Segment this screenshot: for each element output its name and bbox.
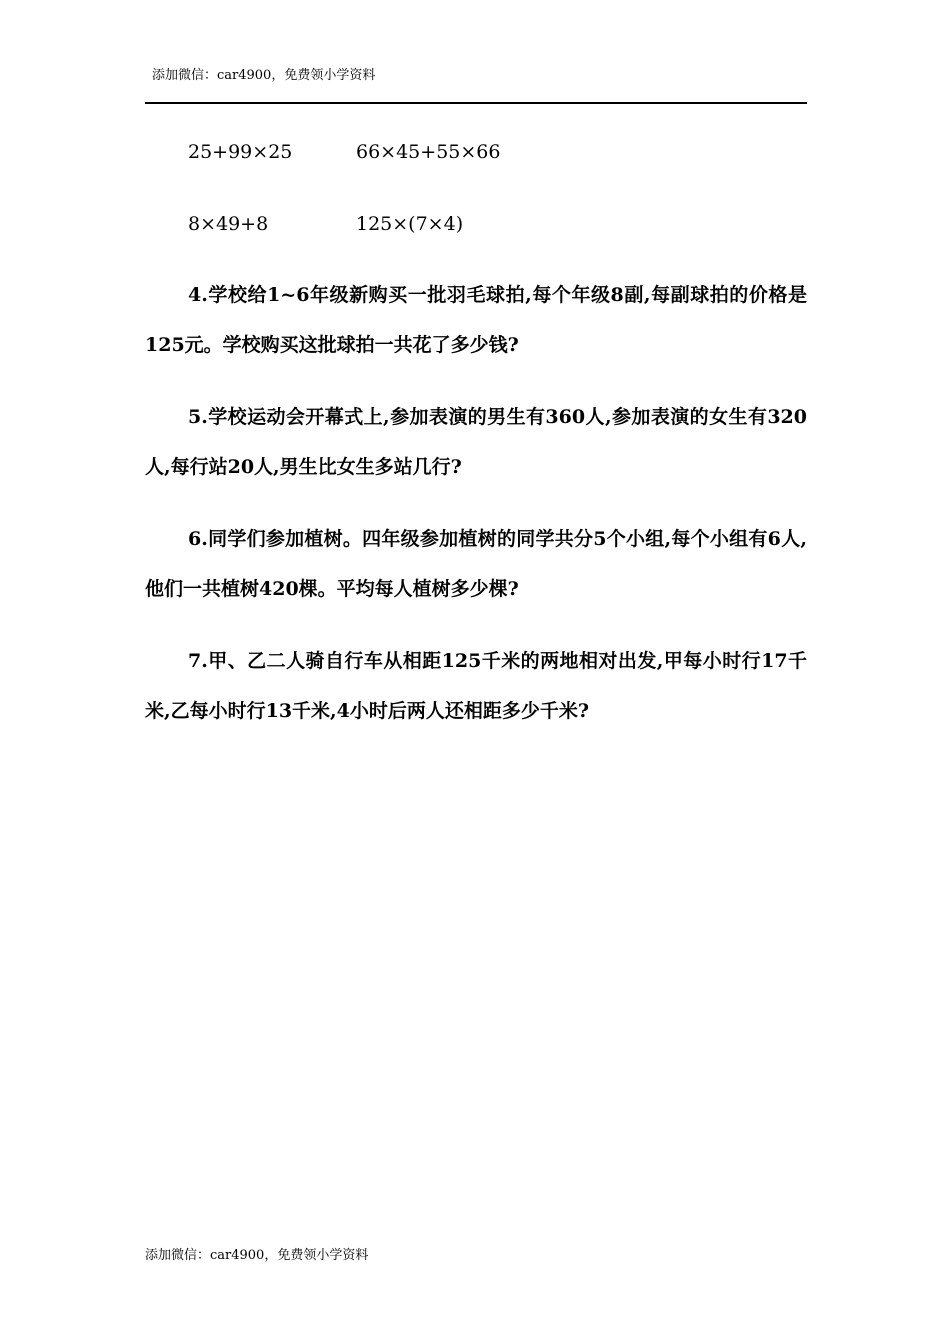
header-watermark-text: 添加微信：car4900，免费领小学资料 bbox=[152, 68, 376, 83]
footer-watermark-text: 添加微信：car4900，免费领小学资料 bbox=[145, 1248, 369, 1263]
word-problem-4: 4.学校给1~6年级新购买一批羽毛球拍,每个年级8副,每副球拍的价格是125元。学校购买这批球拍一共花了多少钱? bbox=[145, 284, 807, 356]
word-problem-5: 5.学校运动会开幕式上,参加表演的男生有360人,参加表演的女生有320人,每行站20人,男生比女生多站几行? bbox=[145, 406, 807, 478]
calc-expression-2: 66×45+55×66 bbox=[356, 141, 501, 163]
word-problem-6: 6.同学们参加植树。四年级参加植树的同学共分5个小组,每个小组有6人,他们一共植树420棵。平均每人植树多少棵? bbox=[145, 528, 807, 600]
calc-expression-1: 25+99×25 bbox=[188, 141, 293, 163]
header-divider bbox=[145, 102, 807, 104]
word-problem-7: 7.甲、乙二人骑自行车从相距125千米的两地相对出发,甲每小时行17千米,乙每小时行13千米,4小时后两人还相距多少千米? bbox=[145, 650, 807, 722]
calc-expression-3: 8×49+8 bbox=[188, 213, 269, 235]
calc-expression-4: 125×(7×4) bbox=[356, 213, 464, 235]
